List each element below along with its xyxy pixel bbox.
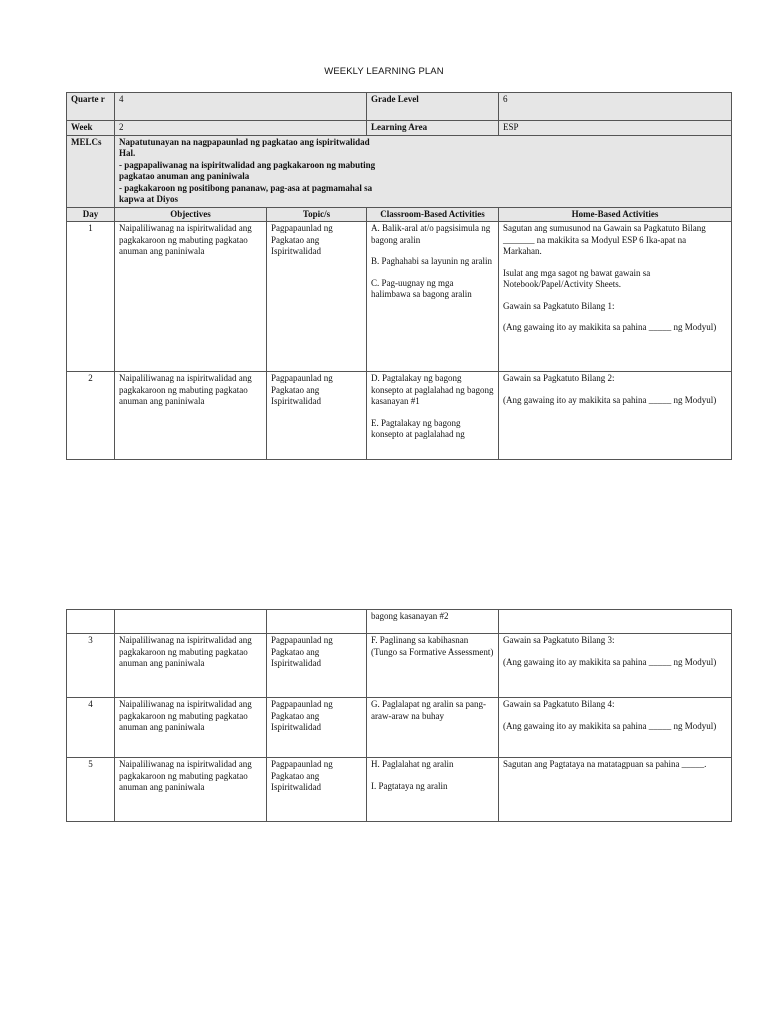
home-activity: Gawain sa Pagkatuto Bilang 2: [503,373,615,383]
classroom-cell [367,222,499,372]
objectives-cell: Naipaliliwanag na ispiritwalidad ang pagkakaroon ng mabuting pagkatao anuman ang paniniwala [115,222,267,372]
classroom-activity: D. Pagtalakay ng bagong konsepto at paglalahad ng bagong kasanayan #1 [371,373,494,406]
home-cell [499,610,732,634]
grade-label: Grade Level [367,93,499,121]
melcs-row [67,135,732,207]
home-activity: Isulat ang mga sagot ng bawat gawain sa Notebook/Papel/Activity Sheets. [503,267,651,289]
home-activity: (Ang gawaing ito ay makikita sa pahina _____ ng Modyul) [503,720,717,731]
area-label: Learning Area [367,121,499,136]
classroom-cell [367,758,499,822]
home-activity: Sagutan ang sumusunod na Gawain sa Pagkatuto Bilang _______ na makikita sa Modyul ESP 6 Ika-apat na Markahan. [503,223,706,256]
classroom-cell [367,634,499,698]
melcs-line: kapwa at Diyos [119,194,179,204]
day-cell: 5 [67,758,115,822]
weekly-plan-table-continued [66,609,732,822]
objectives-cell: Naipaliliwanag na ispiritwalidad ang pagkakaroon ng mabuting pagkatao anuman ang paniniwala [115,634,267,698]
day-cell: 2 [67,372,115,460]
topic-cell: Pagpapaunlad ng Pagkatao ang Ispiritwalidad [267,222,367,372]
home-activity: (Ang gawaing ito ay makikita sa pahina _____ ng Modyul) [503,394,717,405]
objectives-cell [115,610,267,634]
home-cell [499,372,732,460]
home-activity: Sagutan ang Pagtataya na matatagpuan sa pahina _____. [503,759,707,769]
topic-cell [267,610,367,634]
topic-cell: Pagpapaunlad ng Pagkatao ang Ispiritwalidad [267,698,367,758]
week-label: Week [67,121,115,136]
area-value: ESP [499,121,732,136]
table-row [67,698,732,758]
column-header-classroom: Classroom-Based Activities [367,207,499,222]
day-cell: 4 [67,698,115,758]
classroom-activity: C. Pag-uugnay ng mga halimbawa sa bagong aralin [371,277,472,299]
melcs-line: - pagkakaroon ng positibong pananaw, pag-asa at pagmamahal sa [119,182,373,193]
topic-cell: Pagpapaunlad ng Pagkatao ang Ispiritwalidad [267,634,367,698]
melcs-label: MELCs [67,135,115,207]
column-header-topics: Topic/s [267,207,367,222]
topic-cell: Pagpapaunlad ng Pagkatao ang Ispiritwalidad [267,372,367,460]
page-title: WEEKLY LEARNING PLAN [324,66,444,77]
week-row [67,121,732,136]
table-row [67,758,732,822]
classroom-activity: G. Paglalapat ng aralin sa pang-araw-araw na buhay [371,699,486,721]
week-value: 2 [115,121,367,136]
melcs-line: pagkatao anuman ang paniniwala [119,171,250,181]
classroom-activity: F. Paglinang sa kabihasnan [371,635,469,645]
column-header-home: Home-Based Activities [499,207,732,222]
melcs-content [115,135,732,207]
day-cell: 1 [67,222,115,372]
objectives-cell: Naipaliliwanag na ispiritwalidad ang pagkakaroon ng mabuting pagkatao anuman ang paniniwala [115,372,267,460]
quarter-label: Quarte r [67,93,115,121]
home-activity: (Ang gawaing ito ay makikita sa pahina _____ ng Modyul) [503,656,717,667]
day-cell: 3 [67,634,115,698]
home-cell [499,758,732,822]
classroom-activity: H. Paglalahat ng aralin [371,759,454,769]
home-activity: Gawain sa Pagkatuto Bilang 1: [503,300,615,311]
melcs-line: Napatutunayan na nagpapaunlad ng pagkatao ang ispiritwalidad [119,136,370,147]
day-cell [67,610,115,634]
home-activity: Gawain sa Pagkatuto Bilang 3: [503,635,615,645]
column-header-day: Day [67,207,115,222]
home-cell [499,698,732,758]
home-cell [499,634,732,698]
quarter-value: 4 [115,93,367,121]
objectives-cell: Naipaliliwanag na ispiritwalidad ang pagkakaroon ng mabuting pagkatao anuman ang paniniwala [115,698,267,758]
classroom-cell: bagong kasanayan #2 [367,610,499,634]
quarter-row [67,93,732,121]
classroom-activity: E. Pagtalakay ng bagong konsepto at paglalahad ng [371,417,465,439]
classroom-activity: B. Paghahabi sa layunin ng aralin [371,256,492,266]
melcs-line: - pagpapaliwanag na ispiritwalidad ang pagkakaroon ng mabuting [119,159,376,170]
column-header-objectives: Objectives [115,207,267,222]
home-activity: Gawain sa Pagkatuto Bilang 4: [503,699,615,709]
melcs-line: Hal. [119,148,136,158]
home-activity: (Ang gawaing ito ay makikita sa pahina _____ ng Modyul) [503,322,717,332]
table-row [67,610,732,634]
table-row [67,222,732,372]
classroom-cell [367,372,499,460]
topic-cell: Pagpapaunlad ng Pagkatao ang Ispiritwalidad [267,758,367,822]
objectives-cell: Naipaliliwanag na ispiritwalidad ang pagkakaroon ng mabuting pagkatao anuman ang paniniwala [115,758,267,822]
classroom-activity: A. Balik-aral at/o pagsisimula ng bagong aralin [371,223,491,245]
weekly-plan-table [66,92,732,460]
column-header-row [67,207,732,222]
home-cell [499,222,732,372]
classroom-cell [367,698,499,758]
table-row [67,634,732,698]
grade-value: 6 [499,93,732,121]
classroom-activity: (Tungo sa Formative Assessment) [371,646,494,657]
classroom-activity: I. Pagtataya ng aralin [371,780,448,791]
table-row [67,372,732,460]
